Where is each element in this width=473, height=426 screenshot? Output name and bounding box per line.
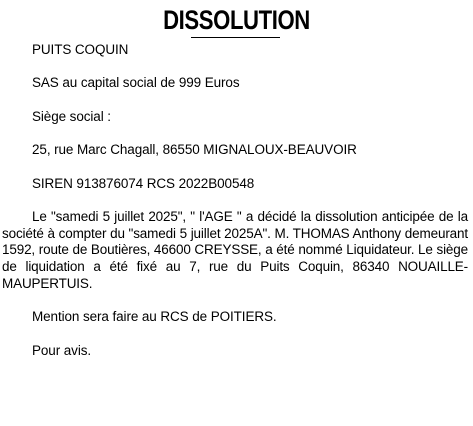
title-underline bbox=[191, 37, 280, 38]
dissolution-paragraph: Le "samedi 5 juillet 2025", " l'AGE " a décidé la dissolution anticipée de la société à compter du "samedi 5 juillet 2025A". M. THOMAS Anthony demeurant 1592, route de Boutières, 46600 CREYSSE, a été nommé Liquidateur. Le siège de liquidation a été fixé au 7, rue du Puits Coquin, 86340 NOUAILLE-MAUPERTUIS. bbox=[2, 208, 468, 291]
company-form: SAS au capital social de 999 Euros bbox=[32, 75, 240, 91]
seat-address: 25, rue Marc Chagall, 86550 MIGNALOUX-BEAUVOIR bbox=[32, 142, 357, 158]
closing-line: Pour avis. bbox=[32, 342, 92, 358]
rcs-mention: Mention sera faire au RCS de POITIERS. bbox=[32, 309, 277, 325]
notice-body bbox=[2, 42, 468, 359]
seat-label: Siège social : bbox=[32, 108, 111, 124]
company-name: PUITS COQUIN bbox=[32, 42, 129, 57]
notice-title: DISSOLUTION bbox=[163, 5, 310, 35]
registration-number: SIREN 913876074 RCS 2022B00548 bbox=[32, 175, 255, 191]
